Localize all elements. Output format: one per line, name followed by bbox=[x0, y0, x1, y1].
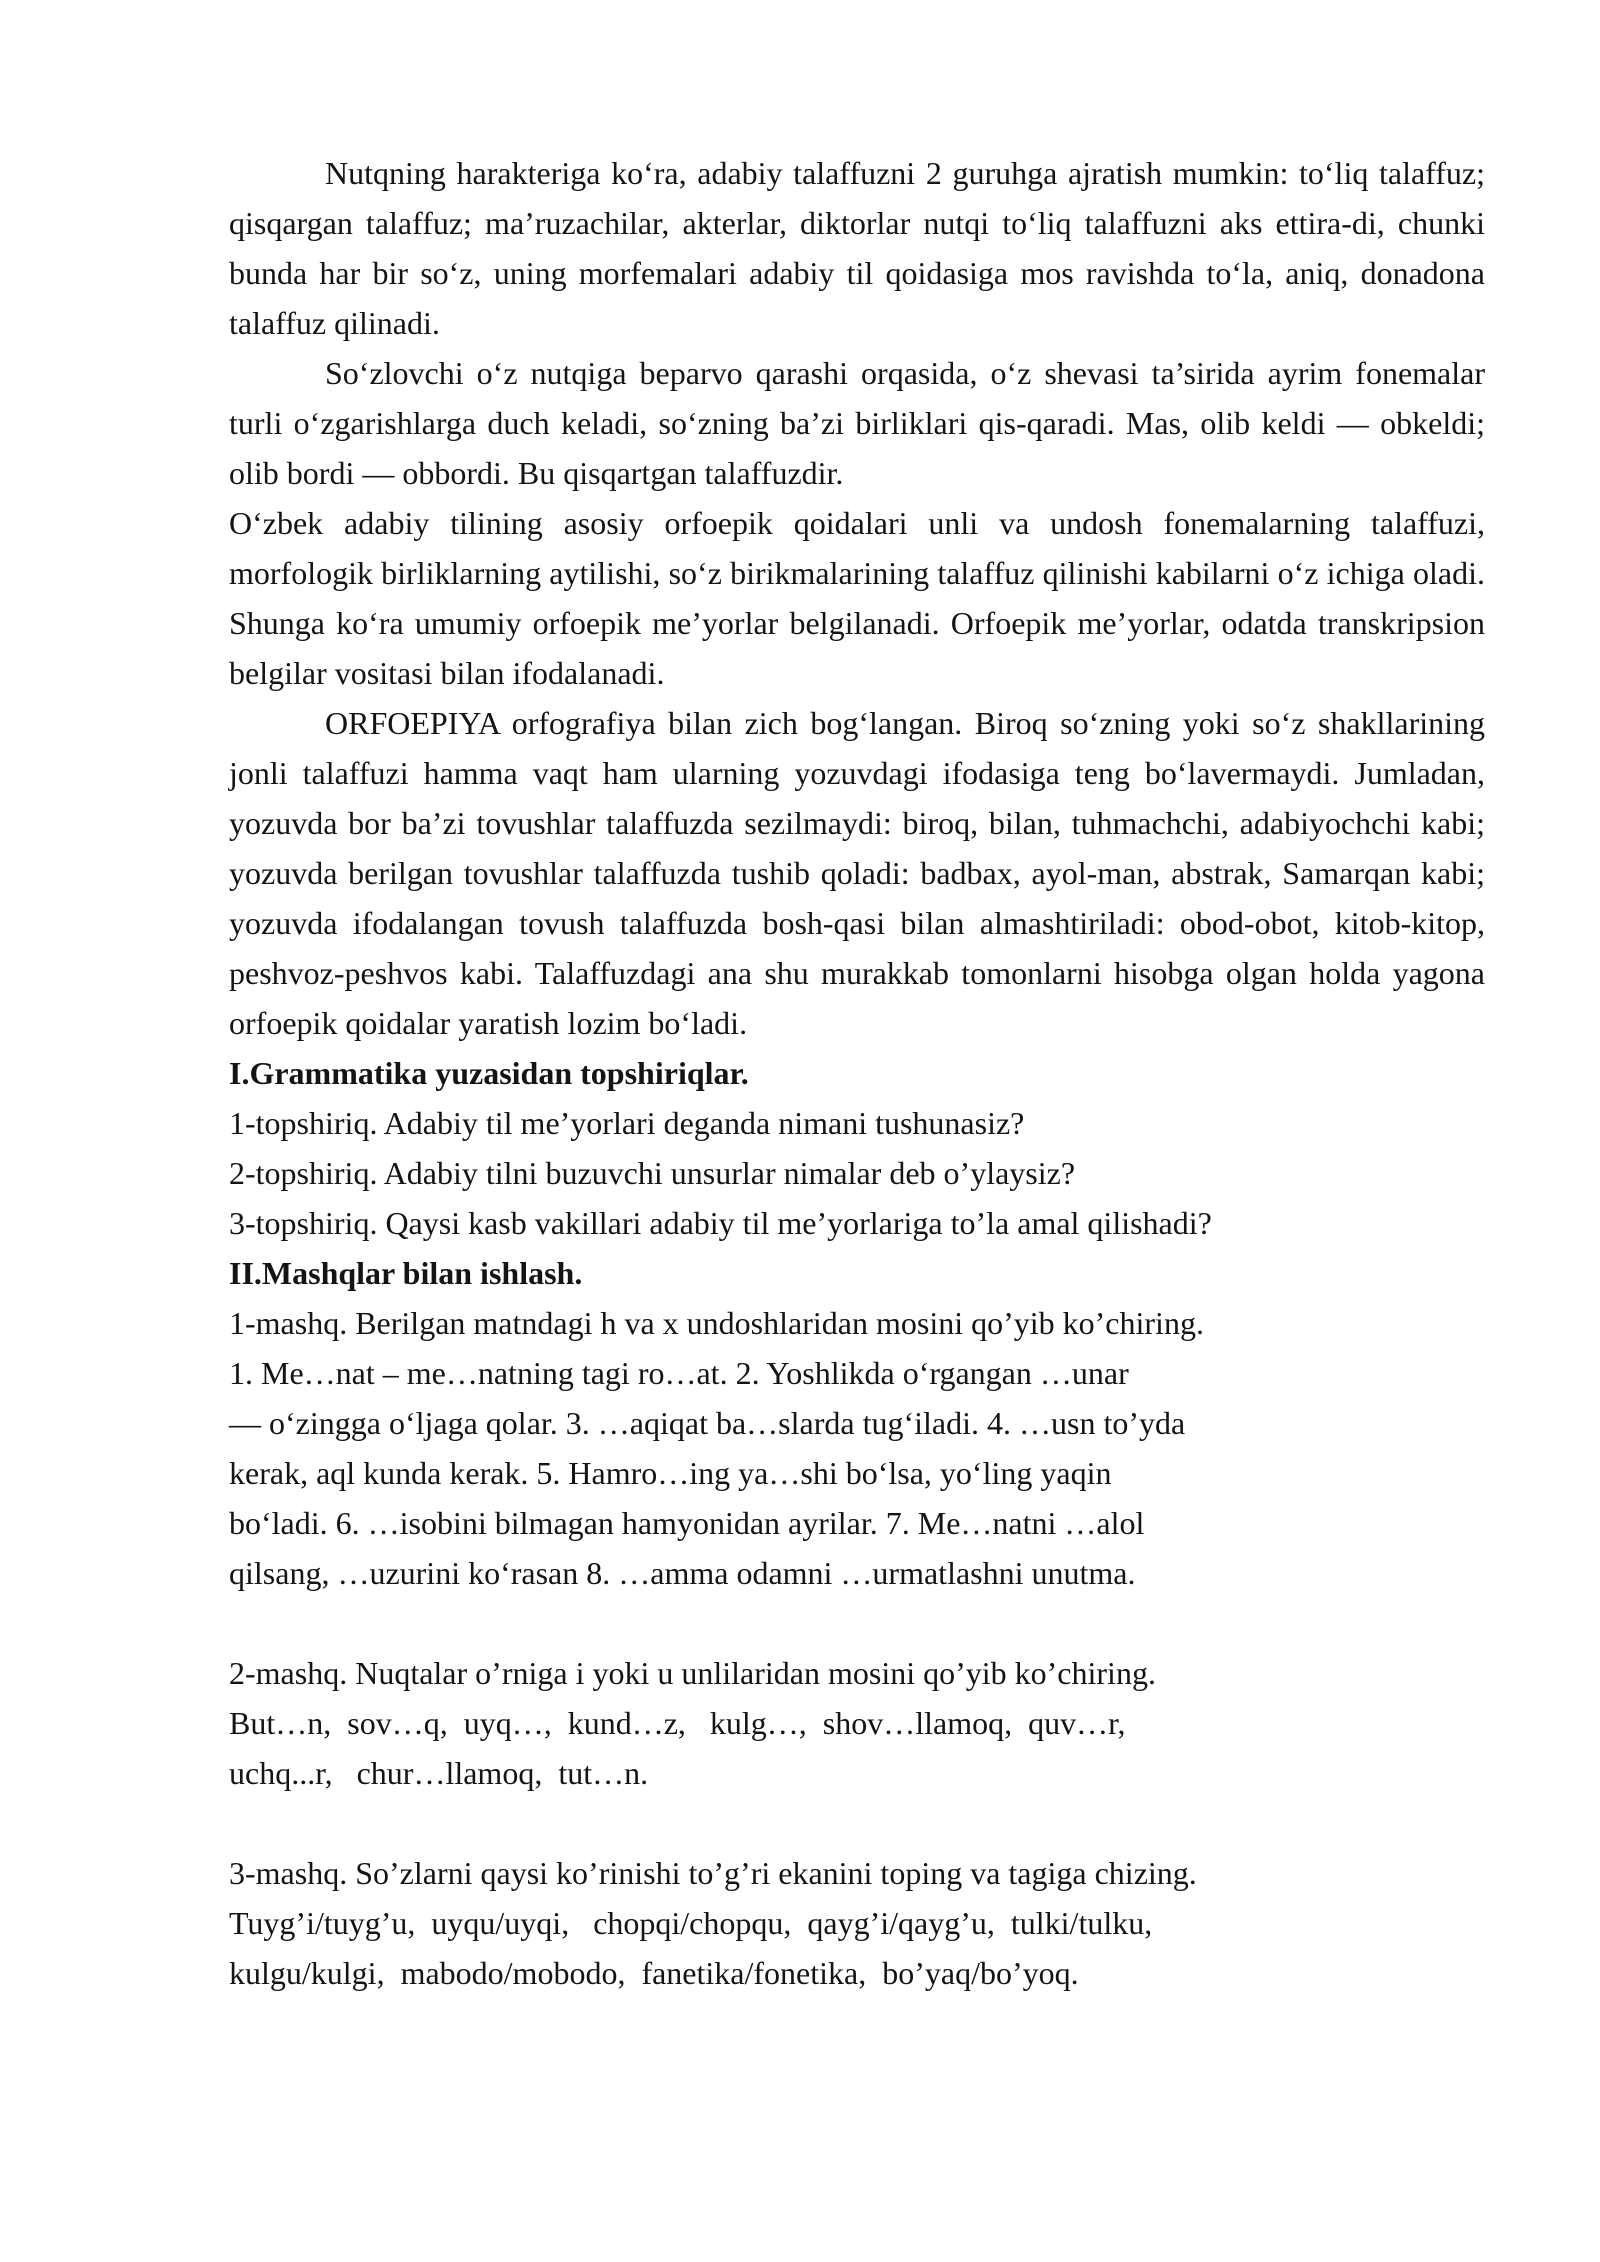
exercise-1-line: kerak, aql kunda kerak. 5. Hamro…ing ya…shi bo‘lsa, yo‘ling yaqin bbox=[229, 1455, 1112, 1491]
section-heading-exercises: II.Mashqlar bilan ishlash. bbox=[229, 1255, 583, 1291]
exercise-1-line: bo‘ladi. 6. …isobini bilmagan hamyonidan ayrilar. 7. Me…natni …alol bbox=[229, 1505, 1145, 1541]
section-heading-grammar: I.Grammatika yuzasidan topshiriqlar. bbox=[229, 1055, 749, 1091]
exercise-3-line: Tuyg’i/tuyg’u, uyqu/uyqi, chopqi/chopqu, qayg’i/qayg’u, tulki/tulku, bbox=[229, 1905, 1153, 1941]
paragraph-3: O‘zbek adabiy tilining asosiy orfoepik qoidalari unli va undosh fonemalarning talaffuzi, morfologik birliklarning aytilishi, so‘z birikmalarining talaffuz qilinishi kabilarni o‘z ichiga oladi. Shunga ko‘ra umumiy orfoepik me’yorlar belgilanadi. Orfoepik me’yorlar, odatda transkripsion belgilar vositasi bilan ifodalanadi. bbox=[229, 505, 1485, 691]
paragraph-4: ORFOEPIYA orfografiya bilan zich bog‘langan. Biroq so‘zning yoki so‘z shakllarining jonli talaffuzi hamma vaqt ham ularning yozuvdagi ifodasiga teng bo‘lavermaydi. Jumladan, yozuvda bor ba’zi tovushlar talaffuzda sezilmaydi: biroq, bilan, tuhmachchi, adabiyochchi kabi; yozuvda berilgan tovushlar talaffuzda tushib qoladi: badbax, ayol-man, abstrak, Samarqan kabi; yozuvda ifodalangan tovush talaffuzda bosh-qasi bilan almashtiriladi: obod-obot, kitob-kitop, peshvoz-peshvos kabi. Talaffuzdagi ana shu murakkab tomonlarni hisobga olgan holda yagona orfoepik qoidalar yaratish lozim bo‘ladi. bbox=[229, 705, 1485, 1041]
task-1: 1-topshiriq. Adabiy til me’yorlari deganda nimani tushunasiz? bbox=[229, 1105, 1025, 1141]
exercise-3-title: 3-mashq. So’zlarni qaysi ko’rinishi to’g’ri ekanini toping va tagiga chizing. bbox=[229, 1855, 1197, 1891]
exercise-2-line: uchq...r, chur…llamoq, tut…n. bbox=[229, 1755, 649, 1791]
paragraph-2: So‘zlovchi o‘z nutqiga beparvo qarashi orqasida, o‘z shevasi ta’sirida ayrim fonemalar turli o‘zgarishlarga duch keladi, so‘zning ba’zi birliklari qis-qaradi. Mas, olib keldi — obkeldi; olib bordi — obbordi. Bu qisqartgan talaffuzdir. bbox=[229, 355, 1485, 491]
task-2: 2-topshiriq. Adabiy tilni buzuvchi unsurlar nimalar deb o’ylaysiz? bbox=[229, 1155, 1076, 1191]
paragraph-1: Nutqning harakteriga ko‘ra, adabiy talaffuzni 2 guruhga ajratish mumkin: to‘liq talaffuz; qisqargan talaffuz; ma’ruzachilar, akterlar, diktorlar nutqi to‘liq talaffuzni aks ettira-di, chunki bunda har bir so‘z, uning morfemalari adabiy til qoidasiga mos ravishda to‘la, aniq, donadona talaffuz qilinadi. bbox=[229, 155, 1485, 341]
exercise-1-line: — o‘zingga o‘ljaga qolar. 3. …aqiqat ba…slarda tug‘iladi. 4. …usn to’yda bbox=[229, 1405, 1186, 1441]
task-3: 3-topshiriq. Qaysi kasb vakillari adabiy til me’yorlariga to’la amal qilishadi? bbox=[229, 1205, 1212, 1241]
document-page bbox=[229, 148, 1485, 1998]
spacer bbox=[229, 1598, 1485, 1648]
exercise-2-title: 2-mashq. Nuqtalar o’rniga i yoki u unlilaridan mosini qo’yib ko’chiring. bbox=[229, 1655, 1156, 1691]
exercise-1-line: 1. Me…nat – me…natning tagi ro…at. 2. Yoshlikda o‘rgangan …unar bbox=[229, 1355, 1129, 1391]
exercise-2-line: But…n, sov…q, uyq…, kund…z, kulg…, shov…llamoq, quv…r, bbox=[229, 1705, 1126, 1741]
spacer bbox=[229, 1798, 1485, 1848]
exercise-3-line: kulgu/kulgi, mabodo/mobodo, fanetika/fonetika, bo’yaq/bo’yoq. bbox=[229, 1955, 1079, 1991]
exercise-1-line: qilsang, …uzurini ko‘rasan 8. …amma odamni …urmatlashni unutma. bbox=[229, 1555, 1136, 1591]
exercise-1-title: 1-mashq. Berilgan matndagi h va x undoshlaridan mosini qo’yib ko’chiring. bbox=[229, 1305, 1204, 1341]
